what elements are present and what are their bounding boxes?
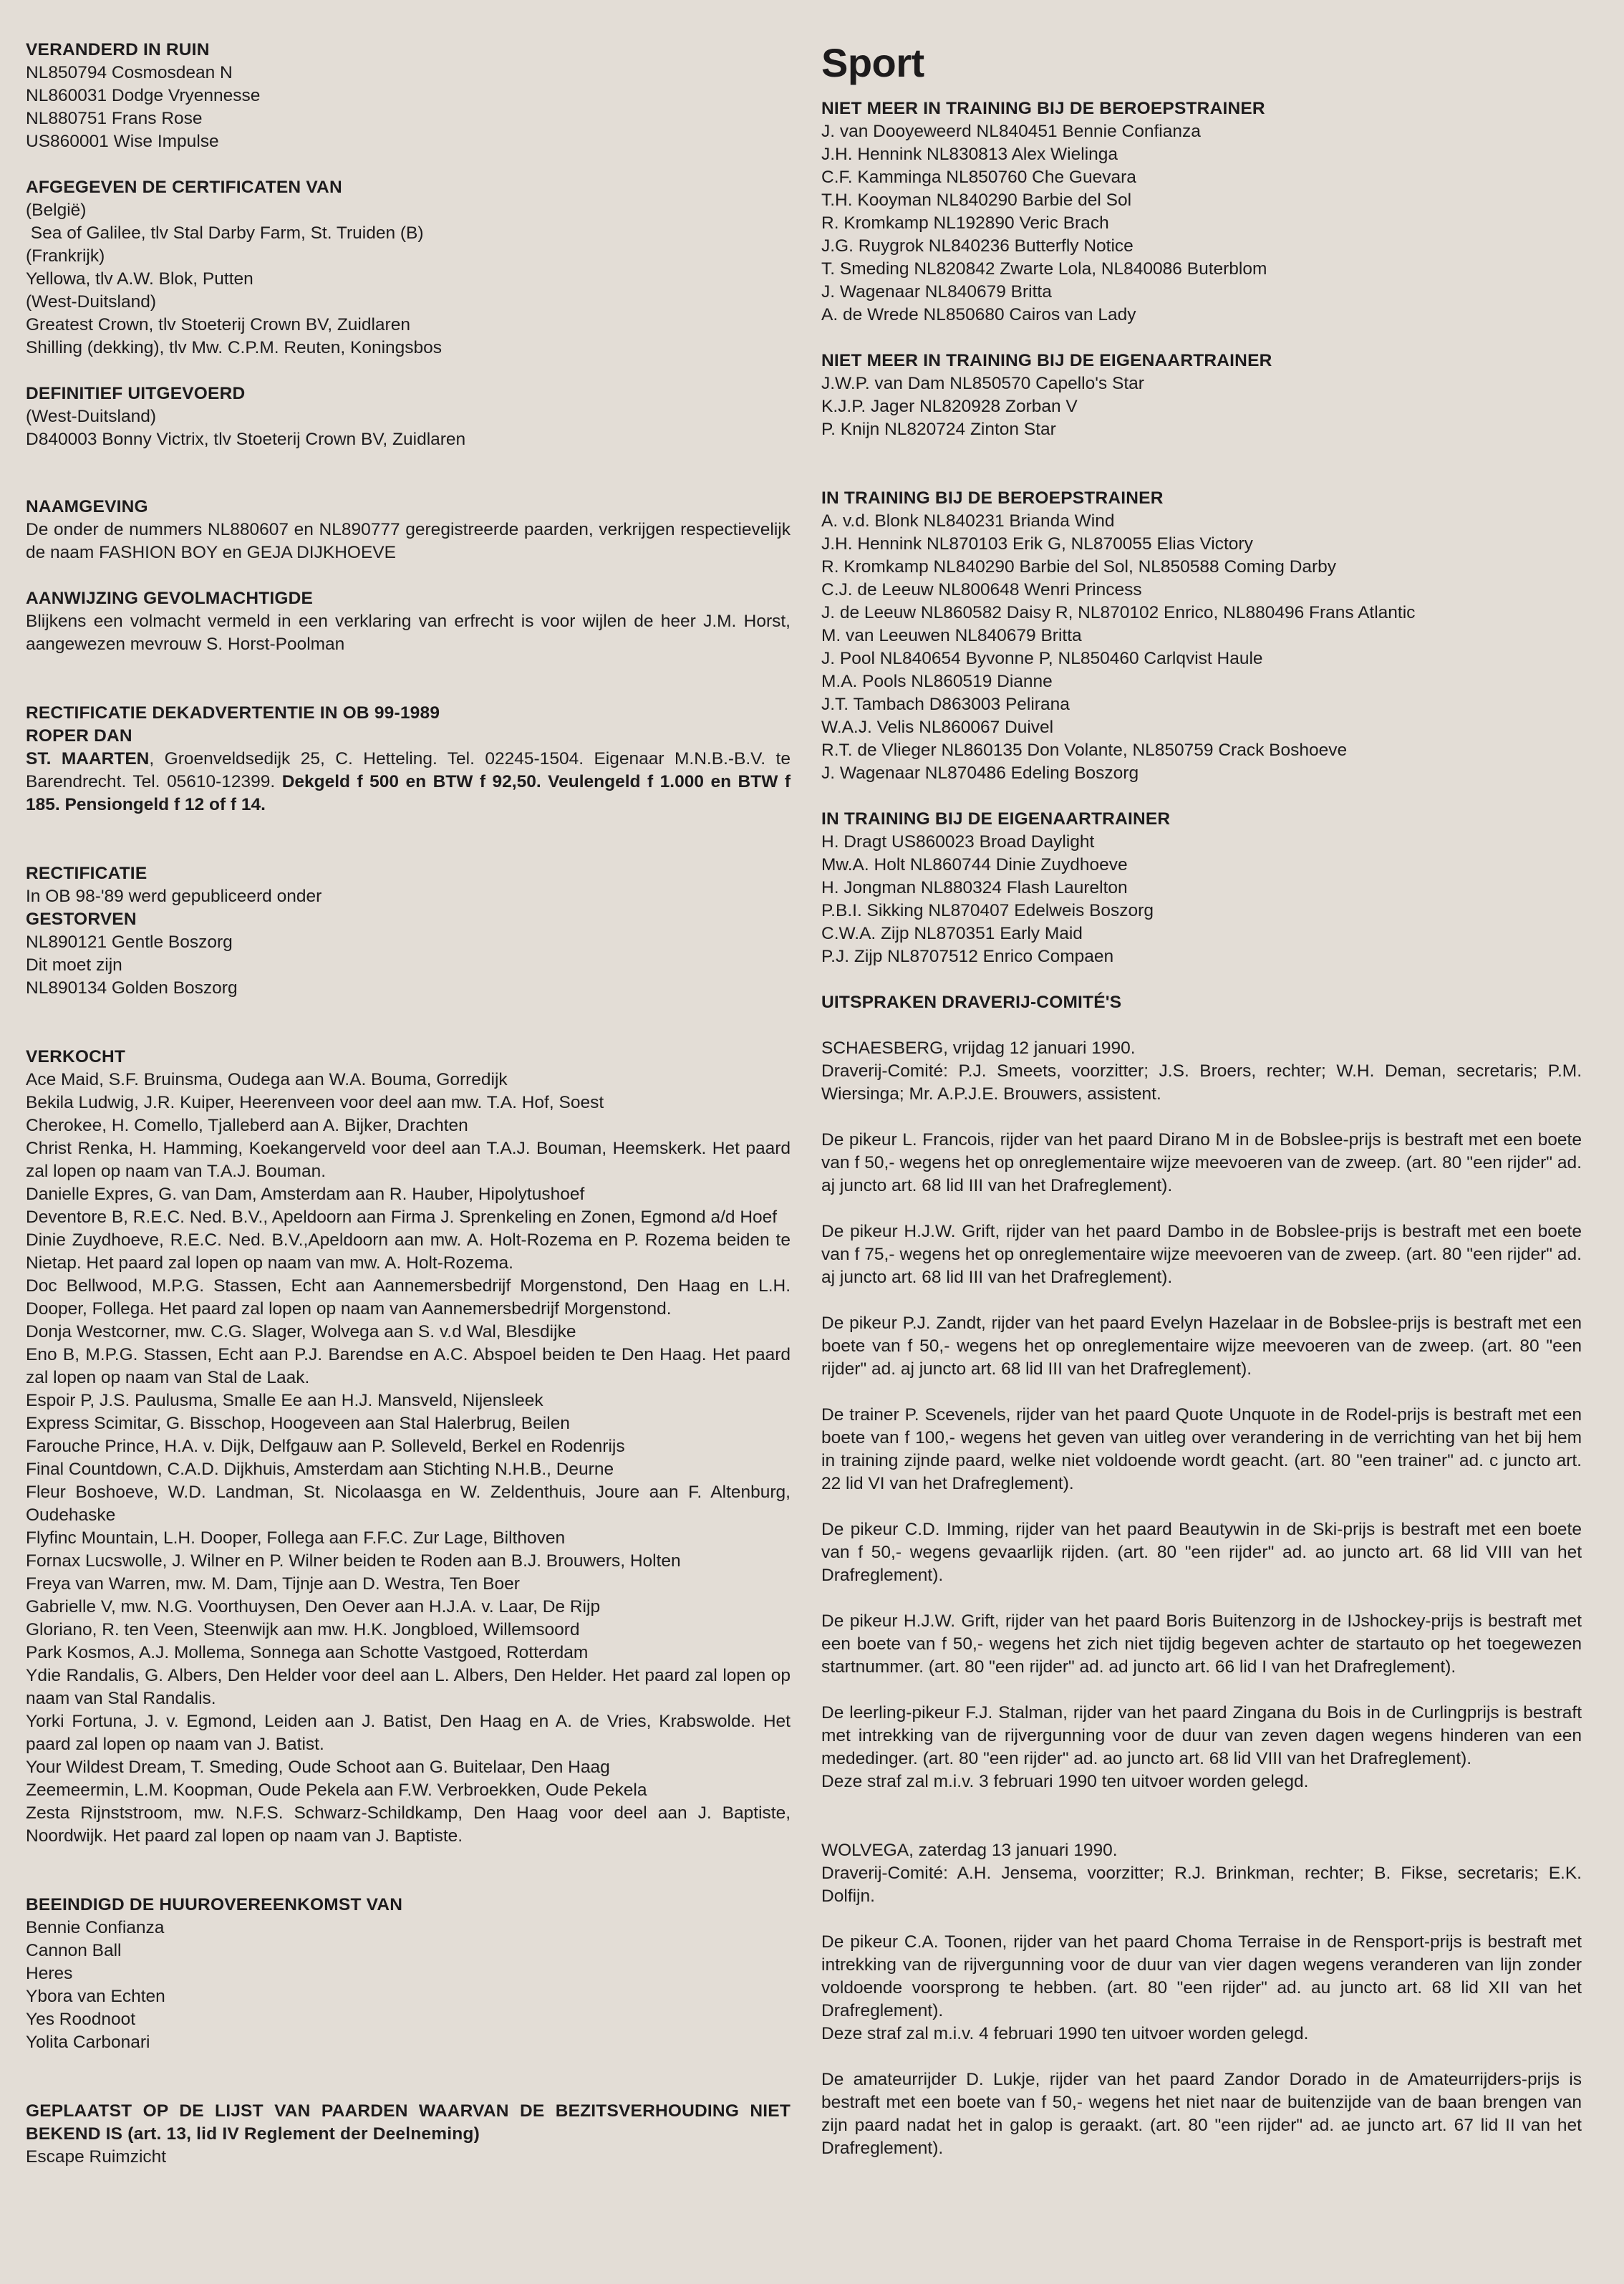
list-item: Final Countdown, C.A.D. Dijkhuis, Amsterdam aan Stichting N.H.B., Deurne [26, 1460, 614, 1479]
right-column [821, 39, 1582, 2160]
entry-line: T. Smeding NL820842 Zwarte Lola, NL840086 Buterblom [821, 259, 1267, 279]
ruling-item: De pikeur H.J.W. Grift, rijder van het paard Dambo in de Bobslee-prijs is bestraft met een boete van f 75,- wegens het op onreglementaire wijze meevoeren van de zweep. (art. 80 "een rijder" ad. aj juncto art. 68 lid III van het Drafreglement). [821, 1222, 1582, 1287]
section-certificaten [26, 176, 791, 360]
list-item: Christ Renka, H. Hamming, Koekangerveld voor deel aan T.A.J. Bouman, Heemskerk. Het paard zal lopen op naam van T.A.J. Bouman. [26, 1139, 791, 1181]
entry-line: NL890121 Gentle Boszorg [26, 933, 233, 952]
entry-line: Dit moet zijn [26, 955, 122, 975]
list-item: Express Scimitar, G. Bisschop, Hoogeveen aan Stal Halerbrug, Beilen [26, 1414, 570, 1433]
entry-line: (West-Duitsland) [26, 292, 156, 312]
section-subheading: GESTORVEN [26, 910, 137, 929]
entry-line: R. Kromkamp NL840290 Barbie del Sol, NL850588 Coming Darby [821, 557, 1337, 577]
entry-line: (België) [26, 201, 87, 220]
schaesberg-block [821, 1037, 1582, 1793]
section-heading: GEPLAATST OP DE LIJST VAN PAARDEN WAARVAN DE BEZITSVERHOUDING NIET BEKEND IS (art. 13, lid IV Reglement der Deelneming) [26, 2101, 791, 2144]
entry-line: R.T. de Vlieger NL860135 Don Volante, NL850759 Crack Boshoeve [821, 741, 1348, 760]
list-item: Yorki Fortuna, J. v. Egmond, Leiden aan J. Batist, Den Haag en A. de Vries, Krabswolde. Het paard zal lopen op naam van J. Batist. [26, 1712, 791, 1754]
section-heading: IN TRAINING BIJ DE EIGENAARTRAINER [821, 809, 1171, 829]
section-subheading: ROPER DAN [26, 726, 132, 746]
entry-line: D840003 Bonny Victrix, tlv Stoeterij Crown BV, Zuidlaren [26, 430, 466, 449]
list-item: Bekila Ludwig, J.R. Kuiper, Heerenveen voor deel aan mw. T.A. Hof, Soest [26, 1093, 604, 1112]
entry-line: Heres [26, 1964, 73, 1983]
section-text: De onder de nummers NL880607 en NL890777 geregistreerde paarden, verkrijgen respectievelijk de naam FASHION BOY en GEJA DIJKHOEVE [26, 520, 791, 562]
section-uitspraken [821, 991, 1582, 2160]
entry-line: Ybora van Echten [26, 1987, 165, 2006]
comite-members: Draverij-Comité: A.H. Jensema, voorzitter; R.J. Brinkman, rechter; B. Fikse, secretaris; E.K. Dolfijn. [821, 1864, 1582, 1906]
entry-line: Sea of Galilee, tlv Stal Darby Farm, St. Truiden (B) [26, 223, 424, 243]
section-heading: DEFINITIEF UITGEVOERD [26, 384, 246, 403]
entry-line: (West-Duitsland) [26, 407, 156, 426]
entry-line: J. Pool NL840654 Byvonne P, NL850460 Carlqvist Haule [821, 649, 1263, 668]
entry-line: H. Jongman NL880324 Flash Laurelton [821, 878, 1128, 897]
stallion-advert-text [26, 748, 791, 816]
section-heading: AANWIJZING GEVOLMACHTIGDE [26, 589, 314, 608]
list-item: Espoir P, J.S. Paulusma, Smalle Ee aan H.J. Mansveld, Nijensleek [26, 1391, 543, 1410]
section-eigenaartrainer-niet-meer [821, 350, 1582, 441]
section-dekadvertentie [26, 702, 791, 816]
entry-line: J.H. Hennink NL830813 Alex Wielinga [821, 145, 1118, 164]
list-item: Danielle Expres, G. van Dam, Amsterdam aan R. Hauber, Hipolytushoef [26, 1185, 585, 1204]
list-item: Ace Maid, S.F. Bruinsma, Oudega aan W.A. Bouma, Gorredijk [26, 1070, 508, 1089]
section-huurovereenkomst [26, 1894, 791, 2054]
ruling-item: De trainer P. Scevenels, rijder van het paard Quote Unquote in de Rodel-prijs is bestraft met een boete van f 100,- wegens het geven van uitleg over verandering in de verrichting van het bij hem in training zijnde paard, welke niet voldoende wordt geacht. (art. 80 "een trainer" ad. c juncto art. 22 lid VI van het Drafreglement). [821, 1405, 1582, 1493]
section-naamgeving [26, 496, 791, 564]
list-item: Gloriano, R. ten Veen, Steenwijk aan mw. H.K. Jongbloed, Willemsoord [26, 1620, 580, 1639]
section-gevolmachtigde [26, 587, 791, 656]
ruling-item: De leerling-pikeur F.J. Stalman, rijder van het paard Zingana du Bois in de Curlingprijs is bestraft met intrekking van de rijvergunning voor de duur van zeven dagen wegens hinderen van een mededinger. (art. 80 "een rijder" ad. ao juncto art. 68 lid VIII van het Drafreglement). [821, 1703, 1582, 1768]
entry-line: (Frankrijk) [26, 246, 105, 266]
section-text: In OB 98-'89 werd gepubliceerd onder [26, 887, 322, 906]
list-item: Donja Westcorner, mw. C.G. Slager, Wolvega aan S. v.d Wal, Blesdijke [26, 1322, 576, 1341]
section-heading: NIET MEER IN TRAINING BIJ DE EIGENAARTRAINER [821, 351, 1272, 370]
ruling-item: De pikeur C.A. Toonen, rijder van het paard Choma Terraise in de Rensport-prijs is bestraft met intrekking van de rijvergunning voor de duur van vier dagen wegens veranderen van lijn zonder voldoende voorsprong te hebben. (art. 80 "een rijder" ad. au juncto art. 68 lid XII van het Drafreglement). [821, 1932, 1582, 2020]
section-heading: VERKOCHT [26, 1047, 126, 1066]
section-heading: NAAMGEVING [26, 497, 148, 516]
list-item: Fleur Boshoeve, W.D. Landman, St. Nicolaasga en W. Zeldenthuis, Joure aan F. Altenburg, Oudehaske [26, 1483, 791, 1525]
entry-line: Mw.A. Holt NL860744 Dinie Zuydhoeve [821, 855, 1128, 874]
section-bezitsverhouding [26, 2100, 791, 2169]
entry-line: J.G. Ruygrok NL840236 Butterfly Notice [821, 236, 1134, 256]
ruling-note: Deze straf zal m.i.v. 4 februari 1990 ten uitvoer worden gelegd. [821, 2024, 1309, 2043]
list-item: Doc Bellwood, M.P.G. Stassen, Echt aan Aannemersbedrijf Morgenstond, Den Haag en L.H. Dooper, Follega. Het paard zal lopen op naam van Aannemersbedrijf Morgenstond. [26, 1276, 791, 1319]
entry-line: Greatest Crown, tlv Stoeterij Crown BV, Zuidlaren [26, 315, 410, 334]
section-heading: RECTIFICATIE DEKADVERTENTIE IN OB 99-1989 [26, 703, 440, 723]
entry-line: K.J.P. Jager NL820928 Zorban V [821, 397, 1078, 416]
entry-line: NL890134 Golden Boszorg [26, 978, 238, 998]
ruling-item: De pikeur H.J.W. Grift, rijder van het paard Boris Buitenzorg in de IJshockey-prijs is bestraft met een boete van f 50,- wegens het zich niet tijdig begeven achter de startauto op het toegewezen startnummer. (art. 80 "een rijder" ad. ad juncto art. 66 lid I van het Drafreglement). [821, 1611, 1582, 1677]
entry-line: Bennie Confianza [26, 1918, 165, 1937]
ruling-item: De amateurrijder D. Lukje, rijder van het paard Zandor Dorado in de Amateurrijders-prijs is bestraft met een boete van f 50,- wegens het niet naar de buitenzijde van de baan brengen van zijn paard nadat het in galop is geraakt. (art. 80 "een rijder" ad. ae juncto art. 67 lid II van het Drafreglement). [821, 2070, 1582, 2158]
section-beroepstrainer-in [821, 487, 1582, 785]
section-text: Blijkens een volmacht vermeld in een verklaring van erfrecht is voor wijlen de heer J.M. Horst, aangewezen mevrouw S. Horst-Poolman [26, 612, 791, 654]
entry-line: M. van Leeuwen NL840679 Britta [821, 626, 1082, 645]
entry-line: NL850794 Cosmosdean N [26, 63, 233, 82]
entry-line: J. van Dooyeweerd NL840451 Bennie Confianza [821, 122, 1201, 141]
entry-line: J. Wagenaar NL840679 Britta [821, 282, 1052, 302]
entry-line: A. v.d. Blonk NL840231 Brianda Wind [821, 511, 1115, 531]
entry-line: C.F. Kamminga NL850760 Che Guevara [821, 168, 1136, 187]
ruling-note: Deze straf zal m.i.v. 3 februari 1990 ten uitvoer worden gelegd. [821, 1772, 1309, 1791]
stable-address: , Groenveldsedijk 25, C. Hetteling. Tel. 02245-1504. Eigenaar M.N.B.-B.V. te Barendrecht. Tel. 05610-12399. [26, 749, 791, 791]
list-item: Dinie Zuydhoeve, R.E.C. Ned. B.V.,Apeldoorn aan mw. A. Holt-Rozema en P. Rozema beiden te Nietap. Het paard zal lopen op naam van mw. A. Holt-Rozema. [26, 1230, 791, 1273]
list-item: Zesta Rijnststroom, mw. N.F.S. Schwarz-Schildkamp, Den Haag voor deel aan J. Baptiste, Noordwijk. Het paard zal lopen op naam van J. Baptiste. [26, 1803, 791, 1846]
list-item: Zeemeermin, L.M. Koopman, Oude Pekela aan F.W. Verbroekken, Oude Pekela [26, 1781, 647, 1800]
meeting-intro: WOLVEGA, zaterdag 13 januari 1990. [821, 1841, 1118, 1860]
list-item: Flyfinc Mountain, L.H. Dooper, Follega aan F.F.C. Zur Lage, Bilthoven [26, 1528, 566, 1548]
entry-line: R. Kromkamp NL192890 Veric Brach [821, 213, 1109, 233]
section-heading: RECTIFICATIE [26, 864, 148, 883]
section-heading: NIET MEER IN TRAINING BIJ DE BEROEPSTRAINER [821, 99, 1265, 118]
section-beroepstrainer-niet-meer [821, 97, 1582, 327]
entry-line: T.H. Kooyman NL840290 Barbie del Sol [821, 191, 1132, 210]
list-item: Park Kosmos, A.J. Mollema, Sonnega aan Schotte Vastgoed, Rotterdam [26, 1643, 589, 1662]
comite-members: Draverij-Comité: P.J. Smeets, voorzitter; J.S. Broers, rechter; W.H. Deman, secretaris; P.M. Wiersinga; Mr. A.P.J.E. Brouwers, assistent. [821, 1061, 1582, 1104]
section-verkocht [26, 1046, 791, 1848]
wolvega-block [821, 1839, 1582, 2160]
meeting-intro: SCHAESBERG, vrijdag 12 januari 1990. [821, 1039, 1136, 1058]
list-item: Ydie Randalis, G. Albers, Den Helder voor deel aan L. Albers, Den Helder. Het paard zal lopen op naam van Stal Randalis. [26, 1666, 791, 1708]
section-heading: UITSPRAKEN DRAVERIJ-COMITÉ'S [821, 993, 1122, 1012]
left-column [26, 39, 791, 2169]
entry-line: P.J. Zijp NL8707512 Enrico Compaen [821, 947, 1114, 966]
entry-line: J. de Leeuw NL860582 Daisy R, NL870102 Enrico, NL880496 Frans Atlantic [821, 603, 1416, 622]
entry-line: C.W.A. Zijp NL870351 Early Maid [821, 924, 1083, 943]
entry-line: H. Dragt US860023 Broad Daylight [821, 832, 1095, 852]
entry-line: J.T. Tambach D863003 Pelirana [821, 695, 1070, 714]
list-item: Freya van Warren, mw. M. Dam, Tijnje aan D. Westra, Ten Boer [26, 1574, 520, 1594]
entry-line: J.W.P. van Dam NL850570 Capello's Star [821, 374, 1144, 393]
section-veranderd-in-ruin [26, 39, 791, 153]
entry-line: Yes Roodnoot [26, 2010, 136, 2029]
entry-line: W.A.J. Velis NL860067 Duivel [821, 718, 1054, 737]
section-heading: AFGEGEVEN DE CERTIFICATEN VAN [26, 178, 342, 197]
entry-line: P.B.I. Sikking NL870407 Edelweis Boszorg [821, 901, 1154, 920]
section-definitief-uitgevoerd [26, 382, 791, 451]
entry-line: M.A. Pools NL860519 Dianne [821, 672, 1053, 691]
entry-line: US860001 Wise Impulse [26, 132, 219, 151]
entry-line: NL860031 Dodge Vryennesse [26, 86, 261, 105]
entry-line: NL880751 Frans Rose [26, 109, 203, 128]
entry-line: Yellowa, tlv A.W. Blok, Putten [26, 269, 253, 289]
list-item: Farouche Prince, H.A. v. Dijk, Delfgauw aan P. Solleveld, Berkel en Rodenrijs [26, 1437, 625, 1456]
list-item: Eno B, M.P.G. Stassen, Echt aan P.J. Barendse en A.C. Abspoel beiden te Den Haag. Het paard zal lopen op naam van Stal de Laak. [26, 1345, 791, 1387]
entry-line: Shilling (dekking), tlv Mw. C.P.M. Reuten, Koningsbos [26, 338, 443, 357]
list-item: Gabrielle V, mw. N.G. Voorthuysen, Den Oever aan H.J.A. v. Laar, De Rijp [26, 1597, 601, 1616]
entry-line: J. Wagenaar NL870486 Edeling Boszorg [821, 763, 1139, 783]
ruling-item: De pikeur L. Francois, rijder van het paard Dirano M in de Bobslee-prijs is bestraft met een boete van f 50,- wegens het op onreglementaire wijze meevoeren van de zweep. (art. 80 "een rijder" ad. aj juncto art. 68 lid III van het Drafreglement). [821, 1130, 1582, 1195]
section-heading: IN TRAINING BIJ DE BEROEPSTRAINER [821, 488, 1164, 508]
ruling-item: De pikeur P.J. Zandt, rijder van het paard Evelyn Hazelaar in de Bobslee-prijs is bestraft met een boete van f 50,- wegens het op onreglementaire wijze meevoeren van de zweep. (art. 80 "een rijder" ad. aj juncto art. 68 lid III van het Drafreglement). [821, 1314, 1582, 1379]
entry-line: A. de Wrede NL850680 Cairos van Lady [821, 305, 1136, 324]
entry-line: Cannon Ball [26, 1941, 122, 1960]
list-item: Fornax Lucswolle, J. Wilner en P. Wilner beiden te Roden aan B.J. Brouwers, Holten [26, 1551, 681, 1571]
section-heading: BEEINDIGD DE HUUROVEREENKOMST VAN [26, 1895, 403, 1914]
entry-line: J.H. Hennink NL870103 Erik G, NL870055 Elias Victory [821, 534, 1253, 554]
stable-name: ST. MAARTEN [26, 749, 150, 768]
entry-line: Yolita Carbonari [26, 2033, 150, 2052]
list-item: Deventore B, R.E.C. Ned. B.V., Apeldoorn aan Firma J. Sprenkeling en Zonen, Egmond a/d Hoef [26, 1208, 778, 1227]
entry-line: C.J. de Leeuw NL800648 Wenri Princess [821, 580, 1142, 599]
stud-fees: Dekgeld f 500 en BTW f 92,50. Veulengeld f 1.000 en BTW f 185. Pensiongeld f 12 of f 14. [26, 772, 791, 814]
list-item: Your Wildest Dream, T. Smeding, Oude Schoot aan G. Buitelaar, Den Haag [26, 1758, 610, 1777]
section-rectificatie [26, 862, 791, 1000]
list-item: Cherokee, H. Comello, Tjalleberd aan A. Bijker, Drachten [26, 1116, 468, 1135]
page-title: Sport [821, 40, 924, 85]
entry-line: Escape Ruimzicht [26, 2147, 167, 2167]
entry-line: P. Knijn NL820724 Zinton Star [821, 420, 1056, 439]
section-heading: VERANDERD IN RUIN [26, 40, 210, 59]
ruling-item: De pikeur C.D. Imming, rijder van het paard Beautywin in de Ski-prijs is bestraft met een boete van f 50,- wegens gevaarlijk rijden. (art. 80 "een rijder" ad. ao juncto art. 68 lid VIII van het Drafreglement). [821, 1520, 1582, 1585]
section-eigenaartrainer-in [821, 808, 1582, 968]
